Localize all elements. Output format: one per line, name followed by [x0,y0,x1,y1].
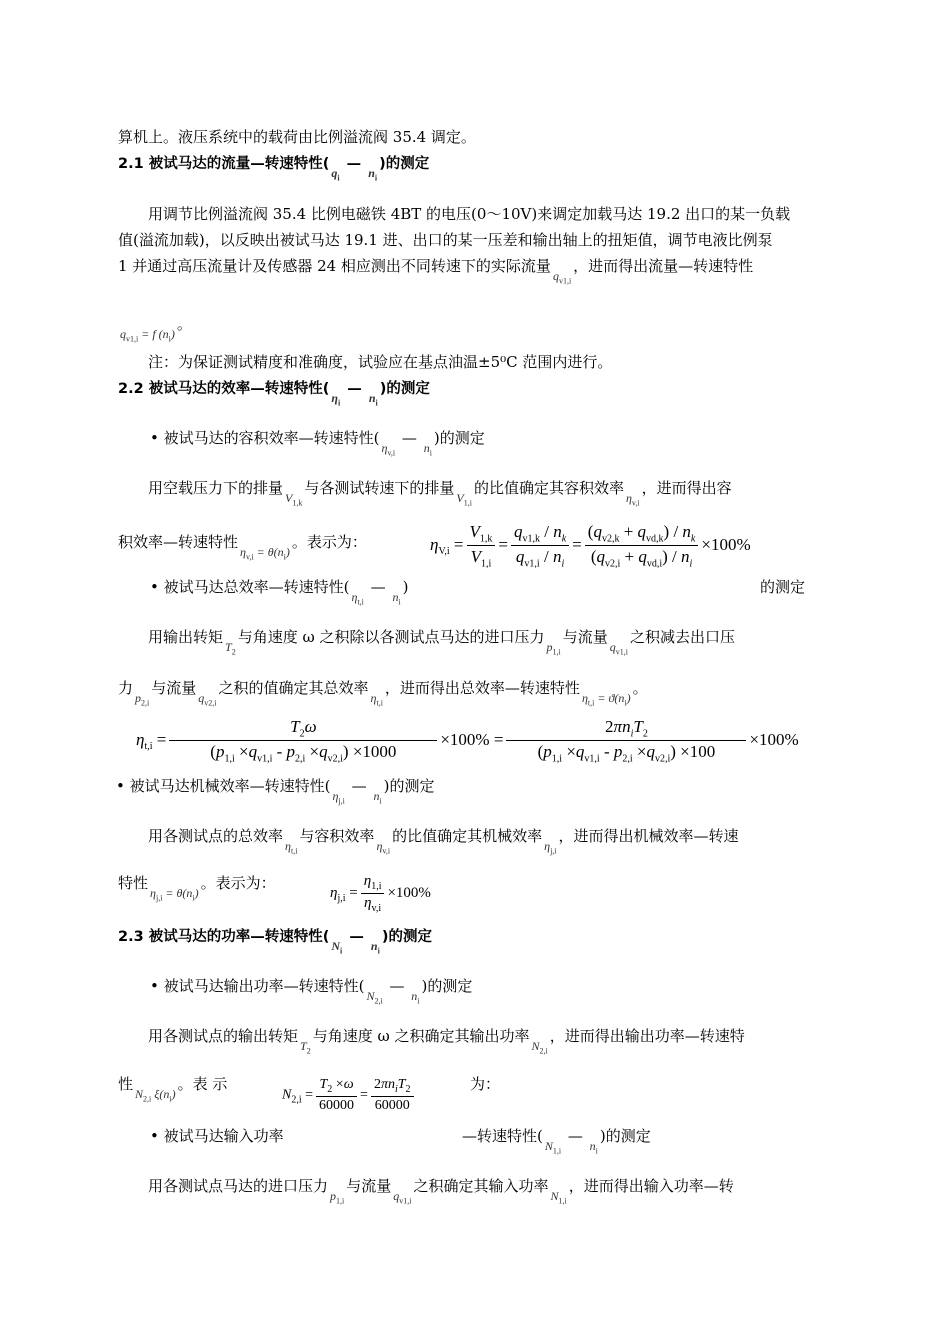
bullet-item: • 被试马达输出功率—转速特性($N_{2,i}$ — $n_i$)的测定 [150,977,473,1006]
math-inline: $q_{v1,i} = f$ $(n_i)$ [120,327,175,344]
text: )的测定 [433,429,485,447]
text-line [118,126,476,147]
math-inline: $N_{2,i}$ $\xi(n_i)$ [135,1087,176,1104]
paragraph-line [148,626,735,656]
heading-text: 2.1 被试马达的流量—转速特性( [118,156,330,172]
text: —转速特性( [462,1127,543,1145]
math-inline: $\eta_{t,i}$ [285,839,298,856]
math-inline: $T_2$ [300,1039,311,1056]
text: 用各测试点马达的进口压力 [148,1177,329,1195]
text: 。 [632,679,648,697]
equation-volumetric-efficiency: $\eta_{V,i}$ = $\frac{V_{1,k}}{V_{1,i}}$ = $\frac{q_{v1,k} / n_k}{q_{v1,i} / n_i}$ = $\frac{(q_{v2,k} + q_{vd,k}) / n_k}{(q_{v2,i} + q_{vd,i}) / n_i}$ ×100% [430,522,751,570]
paragraph-line [118,531,367,561]
text: ) [402,578,409,596]
math-inline: $q_{v1,i}$ [609,640,628,657]
math-inline: $N_{2,i}$ [366,989,383,1006]
math-inline: $\eta_{v,i}$ [381,441,396,458]
text: 。表示为： [291,533,367,551]
text: 与流量 [151,679,197,697]
math-inline: $\eta_{j,i}$ [332,789,345,806]
text: • 被试马达的容积效率—转速特性( [150,429,380,447]
paragraph-line [118,229,773,250]
bullet-item: • 被试马达的容积效率—转速特性($\eta_{v,i}$ — $n_i$)的测定 [150,429,485,458]
text: 力 [118,679,134,697]
bullet-item: • 被试马达总效率—转速特性($\eta_{t,i}$ — $n_i$) [150,578,409,607]
text: 算机上。液压系统中的载荷由比例溢流阀 35.4 调定。 [118,128,476,146]
text: ，进而得出总效率—转速特性 [384,679,580,697]
text: 与各测试转速下的排量 [304,479,455,497]
heading-text: 2.2 被试马达的效率—转速特性( [118,381,330,397]
math-inline: $N_{1,i}$ [550,1189,567,1206]
heading-text: 2.3 被试马达的功率—转速特性( [118,929,330,945]
paragraph-line [148,203,790,224]
text: 的测定 [760,578,806,596]
text: ，进而得出输出功率—转速特 [549,1027,745,1045]
paragraph-line [118,1073,227,1103]
text: ，进而得出容 [641,479,732,497]
text: • 被试马达输出功率—转速特性( [150,977,365,995]
math-inline: $n_i$ [411,989,420,1006]
math-inline: $\eta_{t,i}$ [370,691,383,708]
text: 与角速度 ω 之积除以各测试点马达的进口压力 [237,628,545,646]
heading-text: )的测定 [379,156,430,172]
math-inline: $V_{1,k}$ [285,491,303,508]
math-inline: $n_i$ [368,166,378,183]
math-inline: $n_i$ [392,590,401,607]
text: ，进而得出流量—转速特性 [573,257,754,275]
text: 与容积效率 [299,827,375,845]
text: • 被试马达输入功率 [150,1127,284,1145]
text: ，进而得出输入功率—转 [568,1177,734,1195]
text: 特性 [118,874,149,892]
text: 之积减去出口压 [629,628,735,646]
text: • 被试马达总效率—转速特性( [150,578,350,596]
text: 值(溢流加载)，以反映出被试马达 19.1 进、出口的某一压差和输出轴上的扭矩值，调节电液比例泵 [118,231,773,249]
text: 与流量 [562,628,608,646]
text: 性 [118,1075,134,1093]
math-inline: $n_i$ [589,1139,598,1156]
text: 为： [470,1075,501,1093]
text: )的测定 [383,777,435,795]
math-inline: $n_i$ [423,441,432,458]
text: 用输出转矩 [148,628,224,646]
text: 1 并通过高压流量计及传感器 24 相应测出不同转速下的实际流量 [118,257,551,275]
bullet-item [150,1125,284,1146]
text: ，进而得出机械效率—转速 [558,827,739,845]
text: 与角速度 ω 之积确定其输出功率 [312,1027,530,1045]
paragraph-line [148,477,732,507]
text-line [760,576,805,597]
math-inline: $N_{2,i}$ [531,1039,548,1056]
paragraph-line [118,313,192,343]
math-inline: $T_2$ [225,640,236,657]
paragraph-line [148,1025,745,1055]
math-inline: $p_{1,i}$ [330,1189,345,1206]
math-inline: $\eta_i$ [331,391,341,408]
text: )的测定 [599,1127,651,1145]
math-inline: $\eta_{v,i}$ [376,839,391,856]
section-heading-2-3: 2.3 被试马达的功率—转速特性($N_i$ — $n_i$)的测定 [118,929,432,956]
math-inline: $N_i$ [331,939,343,956]
text: 用各测试点的总效率 [148,827,284,845]
math-inline: $N_{1,i}$ [544,1139,562,1156]
text-line: —转速特性($N_{1,i}$ — $n_i$)的测定 [462,1127,651,1156]
math-inline: $V_{1,i}$ [456,491,472,508]
text: 之积确定其输入功率 [413,1177,549,1195]
math-inline: $p_{2,i}$ [135,691,150,708]
text: 积效率—转速特性 [118,533,239,551]
paragraph-line [118,872,276,902]
text: )的测定 [421,977,473,995]
text: 。表示为： [200,874,276,892]
text-line [470,1073,500,1094]
equation-total-efficiency: $\eta_{t,i}$ = $\frac{T_2\omega}{(p_{1,i} \times q_{v1,i} - p_{2,i} \times q_{v2,i}) \times 1000}$ ×100% = $\frac{2\pi n_iT_2}{(p_{1,i} \times q_{v1,i} - p_{2,i} \times q_{v2,i}) \times 100}$ ×100% [136,717,799,765]
bullet-item: • 被试马达机械效率—转速特性($\eta_{j,i}$ — $n_i$)的测定 [116,777,435,806]
math-inline: $q_{v1,i}$ [393,1189,412,1206]
math-inline: $\eta_{j,i} = \theta(n_i)$ [150,886,199,903]
math-inline: $\eta_{v,i}$ [625,491,640,508]
text: 注：为保证测试精度和准确度，试验应在基点油温±5⁰C 范围内进行。 [148,353,613,371]
paragraph-line [148,1175,734,1205]
math-inline: $n_i$ [368,391,378,408]
heading-text: )的测定 [381,929,432,945]
math-inline: $q_{v2,i}$ [198,691,217,708]
equation-output-power: $N_{2,i}$ = $\frac{T_2 \times\omega}{60000}$ = $\frac{2\pi n_iT_2}{60000}$ [282,1077,417,1114]
text: 的比值确定其机械效率 [392,827,543,845]
paragraph-line [118,255,753,285]
text: 用各测试点的输出转矩 [148,1027,299,1045]
note-line [148,351,612,372]
section-heading-2-1: 2.1 被试马达的流量—转速特性($q_i$ — $n_i$)的测定 [118,156,430,183]
paragraph-line [148,825,739,855]
section-heading-2-2: 2.2 被试马达的效率—转速特性($\eta_i$ — $n_i$)的测定 [118,381,430,408]
math-inline: $p_{1,i}$ [546,640,561,657]
math-inline: $n_i$ [373,789,382,806]
text: 的比值确定其容积效率 [473,479,624,497]
paragraph-line [118,677,648,707]
math-inline: $\eta_{j,i}$ [544,839,557,856]
text: 之积的值确定其总效率 [218,679,369,697]
text: 与流量 [346,1177,392,1195]
text: 用调节比例溢流阀 35.4 比例电磁铁 4BT 的电压(0～10V)来调定加载马达 19.2 出口的某一负载 [148,205,791,223]
equation-mechanical-efficiency: $\eta_{j,i}$ = $\frac{\eta_{1,i}}{\eta_{v,i}}$ ×100% [330,873,431,914]
math-inline: $q_i$ [331,166,340,183]
heading-text: )的测定 [379,381,430,397]
math-inline: $\eta_{t,i} = ϑ(n_i)$ [581,691,631,708]
math-inline: $n_i$ [370,939,380,956]
text: • 被试马达机械效率—转速特性( [116,777,331,795]
math-inline: $\eta_{t,i}$ [351,590,364,607]
text: 用空载压力下的排量 [148,479,284,497]
text: 。表 示 [177,1075,228,1093]
text: 。 [176,315,192,333]
math-inline: $\eta_{v,i} = \theta(n_i)$ [240,545,290,562]
math-inline: $q_{v1,i}$ [552,269,572,286]
